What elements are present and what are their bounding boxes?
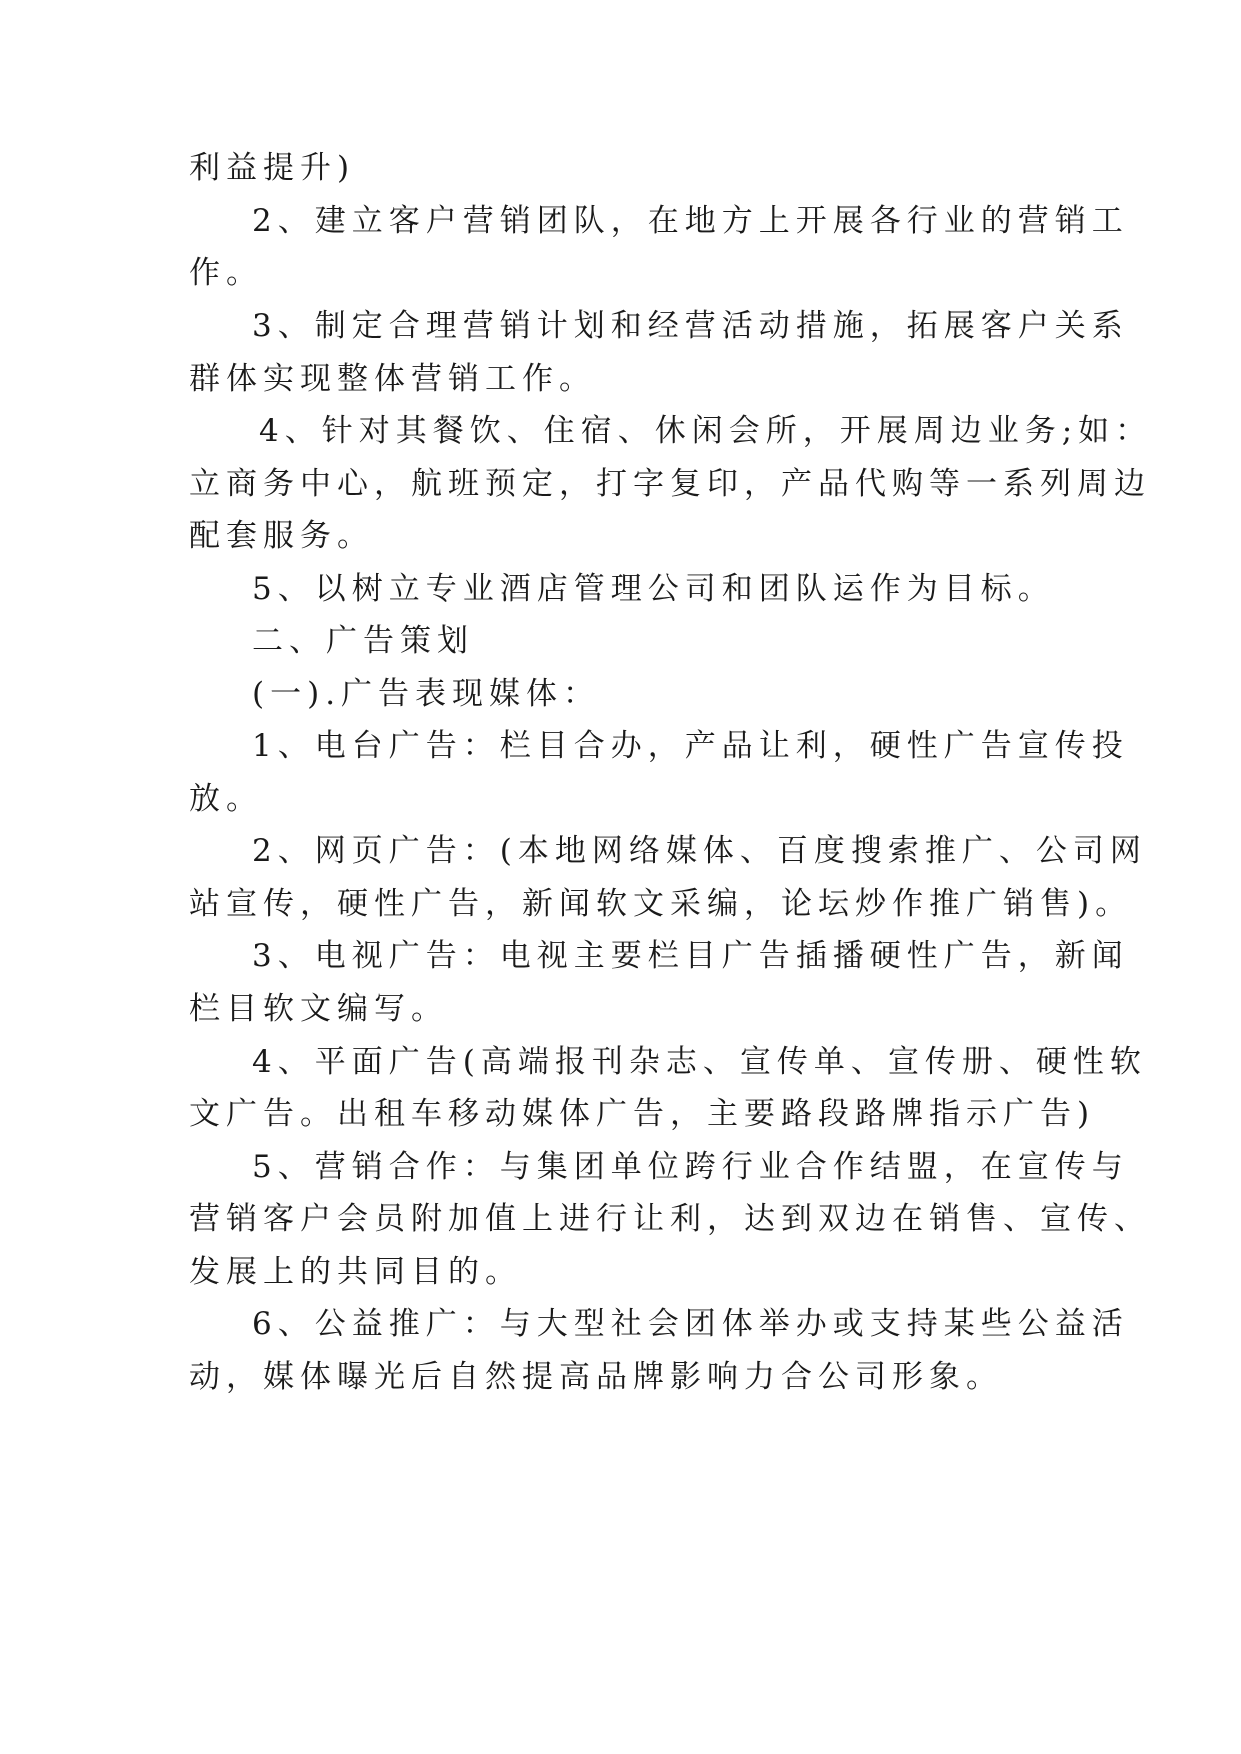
ad-item-5-line: 5、营销合作：与集团单位跨行业合作结盟，在宣传与 [252,1149,1129,1185]
list-item-4-continuation: 立商务中心，航班预定，打字复印，产品代购等一系列周边 [189,466,1151,502]
list-item-3-line: 3、制定合理营销计划和经营活动措施，拓展客户关系 [252,308,1129,344]
ad-item-4-continuation: 文广告。出租车移动媒体广告，主要路段路牌指示广告) [189,1096,1096,1132]
list-item-5-line: 5、以树立专业酒店管理公司和团队运作为目标。 [252,571,1055,607]
ad-item-5-continuation: 营销客户会员附加值上进行让利，达到双边在销售、宣传、 [189,1201,1151,1237]
ad-item-2-line: 2、网页广告：(本地网络媒体、百度搜索推广、公司网 [252,833,1147,869]
list-item-3-continuation: 群体实现整体营销工作。 [189,361,596,397]
ad-item-3-continuation: 栏目软文编写。 [189,991,448,1027]
section-heading: 二、广告策划 [252,623,474,659]
ad-item-1-continuation: 放。 [189,781,263,817]
ad-item-4-line: 4、平面广告(高端报刊杂志、宣传单、宣传册、硬性软 [252,1044,1147,1080]
subsection-heading: (一).广告表现媒体： [252,676,601,712]
ad-item-6-continuation: 动，媒体曝光后自然提高品牌影响力合公司形象。 [189,1359,1003,1395]
ad-item-2-continuation: 站宣传，硬性广告，新闻软文采编，论坛炒作推广销售)。 [189,886,1133,922]
ad-item-5-continuation: 发展上的共同目的。 [189,1254,522,1290]
ad-item-1-line: 1、电台广告：栏目合办，产品让利，硬性广告宣传投 [252,728,1129,764]
list-item-4-line: 4、针对其餐饮、住宿、休闲会所，开展周边业务;如： [259,413,1153,449]
list-item-2-continuation: 作。 [189,255,263,291]
list-item-4-continuation: 配套服务。 [189,518,374,554]
ad-item-6-line: 6、公益推广：与大型社会团体举办或支持某些公益活 [252,1306,1129,1342]
list-item-2-line: 2、建立客户营销团队，在地方上开展各行业的营销工 [252,203,1129,239]
ad-item-3-line: 3、电视广告：电视主要栏目广告插播硬性广告，新闻 [252,938,1129,974]
body-line: 利益提升) [189,150,356,186]
